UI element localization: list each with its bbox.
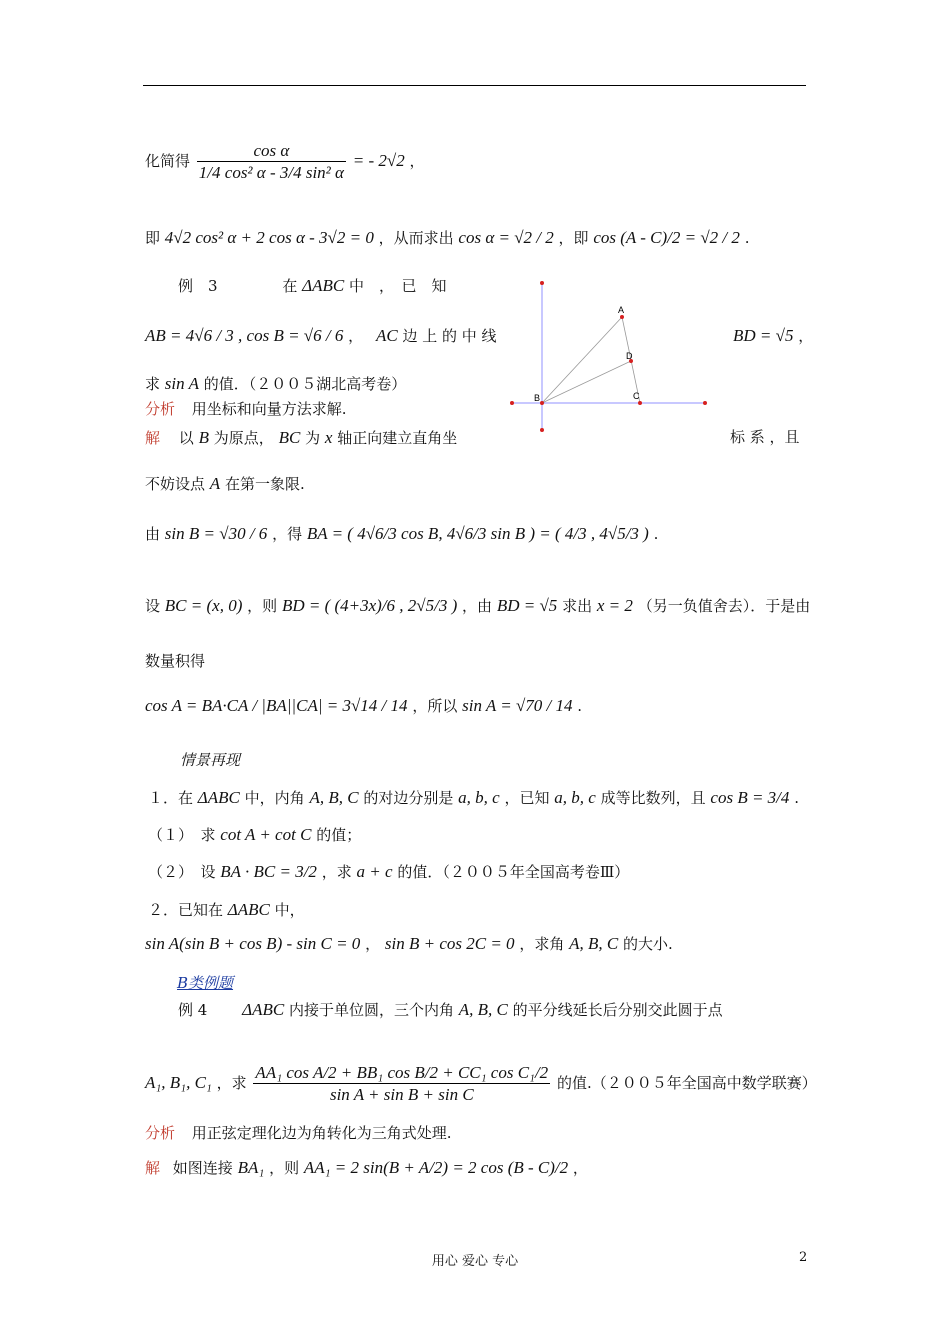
analysis-tag: 分析: [145, 1124, 176, 1142]
question-2-conditions: [145, 934, 673, 954]
axis-point: [540, 281, 544, 285]
vector-ba: BA = ( 4√6/3 cos B, 4√6/3 sin B ) = ( 4/3 , 4√5/3 ): [306, 524, 649, 543]
text: 的对边分别是: [363, 789, 454, 807]
var-b: B: [198, 428, 209, 447]
axis-point: [540, 428, 544, 432]
vec-bc: BC: [278, 428, 301, 447]
comma: ，: [365, 935, 381, 953]
solution-tag: 解: [145, 429, 161, 447]
aa1-value: AA₁ = 2 sin(B + A/2) = 2 cos (B - C)/2: [303, 1158, 569, 1177]
cos-a-value: cos A = BA·CA / |BA||CA| = 3√14 / 14: [145, 696, 408, 715]
question-1-part1: [148, 825, 361, 845]
analysis-1: [145, 400, 347, 418]
simplify-prefix: 化简得: [145, 151, 191, 170]
triangle-symbol: ΔABC: [242, 1000, 285, 1019]
sin-a-value: sin A = √70 / 14: [462, 696, 573, 715]
text: 求出: [562, 597, 593, 615]
text: ，由: [462, 597, 493, 615]
footer-text: 用心 爱心 专心: [431, 1254, 519, 1269]
text: ，已知: [504, 789, 550, 807]
example3-question: [145, 374, 406, 394]
text: ，所以: [412, 697, 458, 715]
dot-product-given: BA · BC = 3/2: [220, 862, 317, 881]
scene-title: 情景再现: [180, 751, 241, 769]
example3-given: [145, 326, 497, 346]
label-a: A: [618, 305, 625, 315]
cot-sum: cot A + cot C: [220, 825, 312, 844]
source-note: 的值．（２００５湖北高考卷）: [203, 375, 407, 393]
triangle-figure: [505, 278, 720, 438]
comma: ，: [572, 1159, 588, 1177]
text: 成等比数列，且: [600, 789, 706, 807]
dot-product-line: [145, 652, 205, 670]
example3-head: [178, 276, 447, 296]
text: 不妨设点: [145, 475, 206, 493]
text: 标 系 ，且: [730, 428, 800, 446]
triangle-symbol: ΔABC: [302, 276, 345, 295]
vector-bc: BC = (x, 0): [164, 596, 243, 615]
example-label: 例 3: [178, 277, 218, 295]
text: 的值.（２００５年全国高中数学联赛）: [556, 1073, 817, 1092]
comma: ，: [798, 327, 814, 345]
a-plus-c: a + c: [356, 862, 393, 881]
side-ba: [542, 317, 622, 403]
label-d: D: [626, 351, 633, 361]
text: 为: [305, 429, 321, 447]
triangle-symbol: ΔABC: [197, 788, 240, 807]
sides: a, b, c: [554, 788, 596, 807]
analysis-text: 用坐标和向量方法求解.: [191, 400, 347, 418]
cos-a-line: [145, 696, 582, 716]
x-value: x = 2: [596, 596, 633, 615]
simplify-fraction: [197, 140, 346, 184]
text: （另一负值舍去）．于是由: [637, 597, 811, 615]
fraction-numerator: AA₁ cos A/2 + BB₁ cos B/2 + CC₁ cos C₁/2: [253, 1062, 550, 1084]
sin-a: sin A: [164, 374, 199, 393]
solution-tag: 解: [145, 1159, 161, 1177]
label-b: B: [534, 393, 541, 403]
example4-head: [178, 1000, 723, 1020]
text: 求: [145, 375, 161, 393]
triangle-symbol: ΔABC: [227, 900, 270, 919]
period: .: [577, 697, 583, 715]
analysis-tag: 分析: [145, 400, 176, 418]
text: ２．已知在: [148, 901, 224, 919]
solution-1-line1-tail: [730, 428, 800, 446]
text: 的值．（２００５年全国高考卷Ⅲ）: [397, 863, 630, 881]
point-b: [540, 401, 544, 405]
side-ac: AC: [375, 326, 398, 345]
text: 在: [282, 277, 298, 295]
header-rule: [143, 85, 806, 86]
text: 设: [145, 597, 161, 615]
point-c: [638, 401, 642, 405]
text: ，求: [216, 1073, 247, 1092]
text: 由: [145, 525, 161, 543]
text: ，求角: [519, 935, 565, 953]
cos-b-given: cos B = 3/4: [710, 788, 790, 807]
text: 在第一象限.: [224, 475, 305, 493]
page-number: 2: [799, 1250, 808, 1265]
median-bd: [733, 326, 813, 346]
text: 的大小.: [623, 935, 673, 953]
text: 中 ， 已 知: [349, 277, 447, 295]
text: （１） 求: [148, 826, 216, 844]
class-b-examples-link[interactable]: B类例题: [177, 974, 234, 992]
analysis-2: [145, 1124, 452, 1142]
text: 的值；: [316, 826, 362, 844]
angles: A, B, C: [458, 1000, 508, 1019]
text: 中，: [274, 901, 305, 919]
period: .: [794, 789, 799, 807]
connector-text: ，即: [558, 229, 589, 247]
sides: a, b, c: [458, 788, 500, 807]
simplify-tail: ，: [409, 151, 425, 170]
analysis-text: 用正弦定理化边为角转化为三角式处理.: [191, 1124, 452, 1142]
cos-half-angle-result: cos (A - C)/2 = √2 / 2: [593, 228, 740, 247]
question-2: [148, 900, 305, 920]
simplify-line: [145, 140, 425, 184]
target-fraction: [253, 1062, 550, 1106]
text: ，求: [321, 863, 352, 881]
vector-bd: BD = ( (4+3x)/6 , 2√5/3 ): [281, 596, 458, 615]
comma: ，: [348, 327, 364, 345]
var-x: x: [324, 428, 333, 447]
cos-alpha-result: cos α = √2 / 2: [458, 228, 554, 247]
text: 内接于单位圆，三个内角: [288, 1001, 454, 1019]
condition-1: sin A(sin B + cos B) - sin C = 0: [145, 934, 361, 953]
example4-expr: [145, 1062, 817, 1106]
angles: A, B, C: [569, 934, 619, 953]
text: 中，内角: [244, 789, 305, 807]
simplify-denominator: 1/4 cos² α - 3/4 sin² α: [198, 163, 344, 183]
connector-text: ，从而求出: [378, 229, 454, 247]
simplify-numerator: cos α: [197, 140, 346, 162]
equation: 4√2 cos² α + 2 cos α - 3√2 = 0: [164, 228, 374, 247]
ba1: BA₁: [237, 1158, 265, 1177]
vector-bc-line: [145, 596, 810, 616]
points-a1b1c1: A₁, B₁, C₁: [145, 1072, 212, 1092]
text: 边 上 的 中 线: [402, 327, 497, 345]
label-c: C: [633, 391, 640, 401]
text: ，则: [269, 1159, 300, 1177]
text: 数量积得: [145, 652, 206, 670]
text: ，得: [272, 525, 303, 543]
median-bd: [542, 361, 631, 403]
var-a: A: [209, 474, 221, 493]
question-1: [148, 788, 799, 808]
cos-result-line: [145, 228, 749, 248]
bd-length: BD = √5: [496, 596, 558, 615]
sin-b-value: sin B = √30 / 6: [164, 524, 268, 543]
bd-value: BD = √5: [733, 326, 794, 345]
point-a: [620, 315, 624, 319]
lead-text: 即: [145, 229, 161, 247]
text: （２） 设: [148, 863, 216, 881]
axis-point: [703, 401, 707, 405]
text: 为原点，: [213, 429, 274, 447]
axis-point: [510, 401, 514, 405]
period: .: [653, 525, 659, 543]
text: １．在: [148, 789, 194, 807]
condition-2: sin B + cos 2C = 0: [384, 934, 515, 953]
given-values: AB = 4√6 / 3 , cos B = √6 / 6: [145, 326, 344, 345]
fraction-denominator: sin A + sin B + sin C: [329, 1085, 474, 1105]
angles: A, B, C: [309, 788, 359, 807]
solution-2: [145, 1158, 588, 1178]
period: .: [744, 229, 750, 247]
text: 轴正向建立直角坐: [337, 429, 458, 447]
example-label: 例 4: [178, 1001, 208, 1019]
text: ，则: [247, 597, 278, 615]
text: 以: [178, 429, 194, 447]
question-1-part2: [148, 862, 629, 882]
text: 的平分线延长后分别交此圆于点: [512, 1001, 723, 1019]
solution-1-line2: [145, 474, 305, 494]
simplify-rhs: = - 2√2: [352, 150, 405, 170]
solution-1-line1: [145, 428, 457, 448]
text: 如图连接: [172, 1159, 233, 1177]
vector-ba-line: [145, 524, 658, 544]
